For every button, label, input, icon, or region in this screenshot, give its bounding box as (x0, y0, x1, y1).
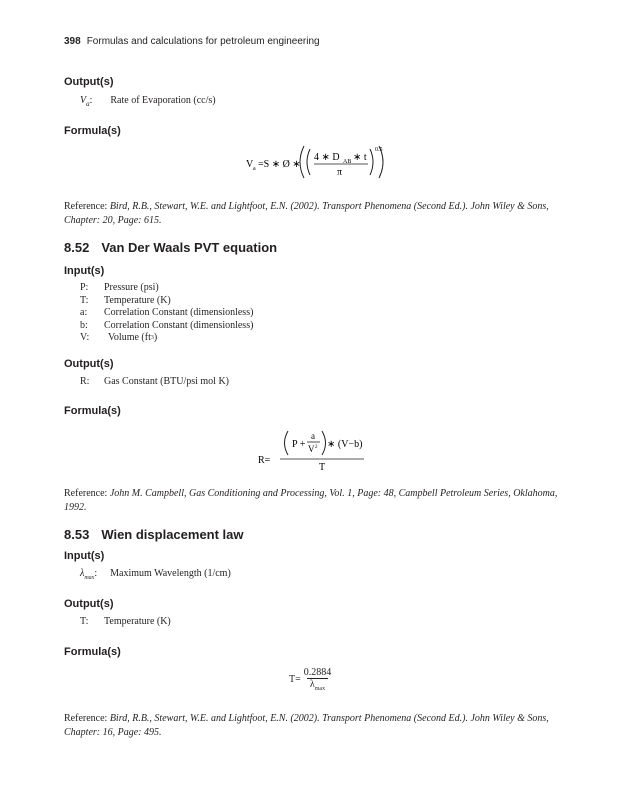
vdw-formula (258, 425, 370, 473)
wien-section-name: Wien displacement law (101, 527, 244, 542)
running-header (64, 36, 320, 47)
vdw-right-paren (322, 431, 326, 455)
wien-section-title (64, 527, 244, 542)
wien-output-desc: Temperature (K) (104, 616, 171, 627)
wien-input-desc: Maximum Wavelength (1/cm) (110, 568, 231, 579)
formula-den: π (337, 167, 343, 178)
wien-output-heading: Output(s) (64, 598, 114, 610)
evap-reference (64, 200, 564, 228)
evap-output-item: $V_a$: Rate of Evaporation (cc/s) (80, 95, 216, 108)
vdw-v2-exp: 2 (315, 445, 318, 450)
wien-denominator (307, 678, 328, 692)
input-desc: Correlation Constant (dimensionless) (104, 307, 254, 318)
wien-output-symbol: T: (80, 616, 89, 627)
wien-fraction (301, 667, 335, 692)
wien-reference-text: Bird, R.B., Stewart, W.E. and Lightfoot, E.N. (2002). Transport Phenomena (Second Ed.). John Wiley & Sons, Chapter: 16, Page: 495. (64, 713, 549, 738)
running-title: Formulas and calculations for petroleum engineering (86, 36, 320, 47)
evap-reference-text: Bird, R.B., Stewart, W.E. and Lightfoot, E.N. (2002). Transport Phenomena (Second Ed.). John Wiley & Sons, Chapter: 20, Page: 615. (64, 201, 549, 226)
input-desc: Volume (ft (108, 332, 151, 343)
input-symbol: a: (80, 307, 88, 318)
input-desc: Correlation Constant (dimensionless) (104, 319, 254, 331)
vdw-inputs-heading: Input(s) (64, 265, 105, 277)
input-desc: Temperature (K) (104, 294, 171, 306)
wien-reference (64, 712, 564, 740)
formula-eq: =S ∗ Ø ∗ (258, 159, 301, 170)
page-number: 398 (64, 36, 81, 47)
vdw-output-desc: Gas Constant (BTU/psi mol K) (104, 376, 229, 387)
vdw-input-row (80, 332, 253, 345)
input-symbol: T: (80, 294, 89, 306)
formula-lhs: V (246, 159, 254, 170)
vdw-section-title (64, 240, 277, 255)
formula-num-b: ∗ t (353, 152, 367, 163)
input-desc-sup: 3 (150, 335, 154, 341)
inner-left-paren (307, 149, 310, 175)
vdw-reference-label: Reference: (64, 488, 110, 499)
wien-den-symbol: λ (309, 679, 315, 690)
vdw-formula-heading: Formula(s) (64, 405, 121, 417)
formula-exponent: 0.5 (375, 147, 383, 153)
vdw-reference (64, 487, 564, 515)
evap-output-subscript: a (86, 100, 90, 108)
inner-right-paren (370, 149, 373, 175)
wien-inputs-heading: Input(s) (64, 550, 105, 562)
wien-reference-label: Reference: (64, 713, 110, 724)
wien-input-colon: : (94, 568, 98, 579)
input-symbol: V: (80, 332, 90, 343)
evap-reference-label: Reference: (64, 201, 110, 212)
wien-formula-lhs: T= (289, 673, 301, 685)
wien-input-item (80, 568, 231, 585)
vdw-reference-text: John M. Campbell, Gas Conditioning and Processing, Vol. 1, Page: 48, Campbell Petroleum Series, Oklahoma, 1992. (64, 488, 558, 513)
input-symbol: P: (80, 282, 89, 293)
vdw-output-symbol: R: (80, 376, 90, 387)
vdw-input-row (80, 320, 253, 333)
vdw-p-plus: P + (292, 439, 306, 450)
vdw-section-number: 8.52 (64, 240, 90, 255)
formula-num-sub: AB (343, 159, 352, 165)
vdw-input-row (80, 307, 253, 320)
vdw-v2: V (308, 444, 315, 454)
input-symbol: b: (80, 319, 88, 331)
formula-lhs-sub: a (253, 166, 256, 172)
wien-input-subscript: max (84, 575, 95, 581)
input-desc-end: ) (153, 332, 158, 343)
vdw-formula-lhs: R= (258, 455, 271, 466)
evap-output-desc: Rate of Evaporation (cc/s) (110, 95, 216, 106)
vdw-output-heading: Output(s) (64, 358, 114, 370)
wien-numerator: 0.2884 (303, 667, 332, 678)
vdw-inputs-list (80, 282, 253, 345)
formula-num-a: 4 ∗ D (314, 152, 340, 163)
wien-formula (289, 667, 334, 692)
evap-output-heading: Output(s) (64, 76, 114, 88)
evaporation-formula (240, 138, 390, 184)
wien-section-number: 8.53 (64, 527, 90, 542)
vdw-a: a (311, 431, 315, 441)
vdw-den: T (319, 462, 326, 473)
input-desc: Pressure (psi) (104, 282, 159, 293)
vdw-input-row (80, 282, 253, 295)
wien-formula-heading: Formula(s) (64, 646, 121, 658)
vdw-output-item (80, 376, 229, 389)
wien-den-sub: max (314, 686, 326, 692)
evap-output-symbol: V (80, 95, 87, 106)
vdw-left-paren (285, 431, 289, 455)
wien-output-item (80, 616, 171, 629)
vdw-times: ∗ (V−b) (327, 439, 363, 450)
vdw-input-row (80, 295, 253, 308)
vdw-section-name: Van Der Waals PVT equation (101, 240, 278, 255)
wien-input-symbol: λ (80, 568, 85, 579)
evap-formula-heading: Formula(s) (64, 125, 121, 137)
